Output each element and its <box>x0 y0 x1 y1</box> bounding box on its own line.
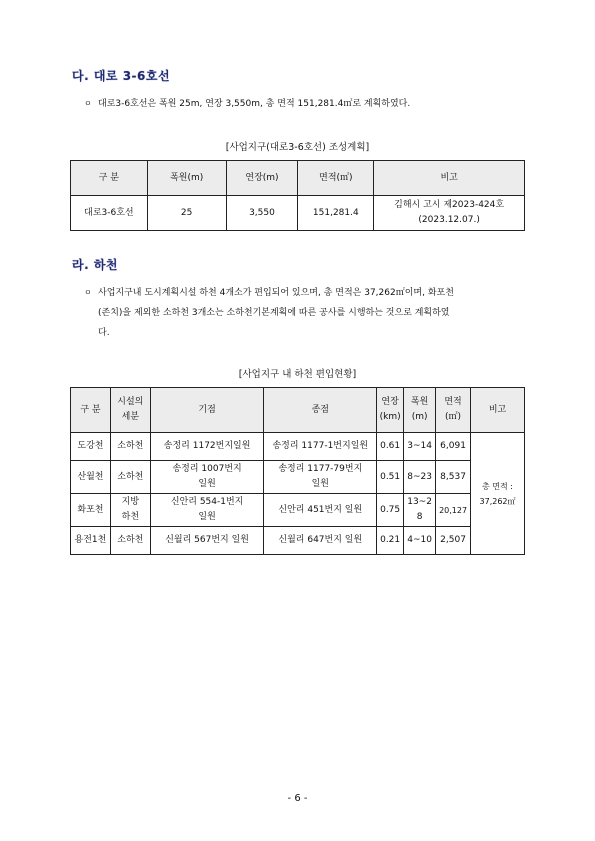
cell-type: 소하천 <box>110 461 150 494</box>
header-facility <box>110 388 150 433</box>
table1-caption: [사업지구(대로3-6호선) 조성계획] <box>225 142 370 153</box>
cell-area: 151,281.4 <box>298 196 374 231</box>
cell-name: 용전1천 <box>71 527 111 555</box>
cell-end: 송정리 1177-1번지일원 <box>264 433 377 461</box>
header-line: (m) <box>411 412 428 422</box>
table-row <box>71 196 525 231</box>
header-gubun: 구 분 <box>71 388 111 433</box>
header-line: (km) <box>379 412 401 422</box>
cell-start: 송정리 1172번지일원 <box>150 433 264 461</box>
note-line: 37,262㎡ <box>479 496 516 506</box>
header-width <box>404 388 436 433</box>
cell-length: 0.61 <box>377 433 404 461</box>
note-line: 총 면적 : <box>482 481 513 491</box>
header-note: 비고 <box>374 161 525 196</box>
river-table <box>70 387 525 555</box>
bullet-mark: ㅇ <box>84 288 92 297</box>
section-r-paragraph <box>84 283 539 343</box>
header-line: 시설의 <box>117 397 144 407</box>
cell-type: 소하천 <box>110 527 150 555</box>
road-plan-table <box>70 160 525 231</box>
cell-type <box>110 494 150 527</box>
paragraph-line <box>84 283 539 303</box>
cell-name: 대로3-6호선 <box>71 196 148 231</box>
table2-caption: [사업지구 내 하천 편입현황] <box>238 369 357 380</box>
table-row <box>71 494 525 527</box>
cell-length: 0.75 <box>377 494 404 527</box>
cell-start <box>150 494 264 527</box>
bullet-mark: ㅇ <box>84 99 92 108</box>
table-header-row <box>71 388 525 433</box>
cell-width <box>404 494 436 527</box>
header-length <box>377 388 404 433</box>
cell-name: 도강천 <box>71 433 111 461</box>
header-area <box>436 388 471 433</box>
header-width: 폭원(m) <box>147 161 226 196</box>
cell-length: 0.21 <box>377 527 404 555</box>
cell-line: 일원 <box>198 512 216 522</box>
header-end: 종점 <box>264 388 377 433</box>
section-heading-r: 라. 하천 <box>72 258 119 272</box>
cell-area: 20,127 <box>436 494 471 527</box>
table-row <box>71 527 525 555</box>
cell-area: 6,091 <box>436 433 471 461</box>
cell-width: 4~10 <box>404 527 436 555</box>
header-gubun: 구 분 <box>71 161 148 196</box>
header-line: (㎡) <box>445 412 462 422</box>
cell-line: 8 <box>416 512 423 522</box>
header-note: 비고 <box>471 388 525 433</box>
cell-note <box>374 196 525 231</box>
paragraph-text: 사업지구내 도시계획시설 하천 4개소가 편입되어 있으며, 총 면적은 37,262㎡이며, 화포천 <box>98 288 454 298</box>
section-d-text: 대로3-6호선은 폭원 25m, 연장 3,550m, 총 면적 151,281.4㎡로 계획하였다. <box>98 99 411 109</box>
cell-width: 3~14 <box>404 433 436 461</box>
cell-note-total <box>471 433 525 555</box>
cell-line: 하천 <box>121 512 140 522</box>
header-area: 면적(㎡) <box>298 161 374 196</box>
note-line: 김해시 고시 제2023-424호 <box>394 200 505 210</box>
cell-end: 신월리 647번지 일원 <box>264 527 377 555</box>
header-length: 연장(m) <box>226 161 298 196</box>
paragraph-line: (존치)을 제외한 소하천 3개소는 소하천기본계획에 따른 공사를 시행하는 것으로 계획하였 <box>98 308 450 318</box>
header-line: 연장 <box>381 397 399 407</box>
header-start: 기점 <box>150 388 264 433</box>
section-d-paragraph <box>84 94 410 114</box>
cell-start <box>150 461 264 494</box>
section-heading-d: 다. 대로 3-6호선 <box>72 69 171 83</box>
cell-length: 0.51 <box>377 461 404 494</box>
table-header-row <box>71 161 525 196</box>
cell-type: 소하천 <box>110 433 150 461</box>
cell-end <box>264 461 377 494</box>
cell-line: 13~2 <box>407 497 432 507</box>
cell-width: 25 <box>147 196 226 231</box>
header-line: 폭원 <box>410 397 429 407</box>
header-line: 면적 <box>444 397 462 407</box>
note-line: (2023.12.07.) <box>418 215 480 225</box>
paragraph-line: 다. <box>98 328 110 338</box>
cell-line: 송정리 1007번지 <box>172 464 242 474</box>
header-line: 세분 <box>121 412 140 422</box>
cell-end: 신안리 451번지 일원 <box>264 494 377 527</box>
cell-line: 송정리 1177-79번지 <box>278 464 363 474</box>
page-number: - 6 - <box>287 793 308 804</box>
cell-name: 산월천 <box>71 461 111 494</box>
cell-start: 신월리 567번지 일원 <box>150 527 264 555</box>
cell-area: 8,537 <box>436 461 471 494</box>
table-row <box>71 433 525 461</box>
table-row <box>71 461 525 494</box>
cell-name: 화포천 <box>71 494 111 527</box>
cell-width: 8~23 <box>404 461 436 494</box>
cell-line: 지방 <box>121 497 140 507</box>
cell-area: 2,507 <box>436 527 471 555</box>
cell-line: 신안리 554-1번지 <box>170 497 244 507</box>
cell-line: 일원 <box>198 479 216 489</box>
cell-line: 일원 <box>311 479 329 489</box>
cell-length: 3,550 <box>226 196 298 231</box>
